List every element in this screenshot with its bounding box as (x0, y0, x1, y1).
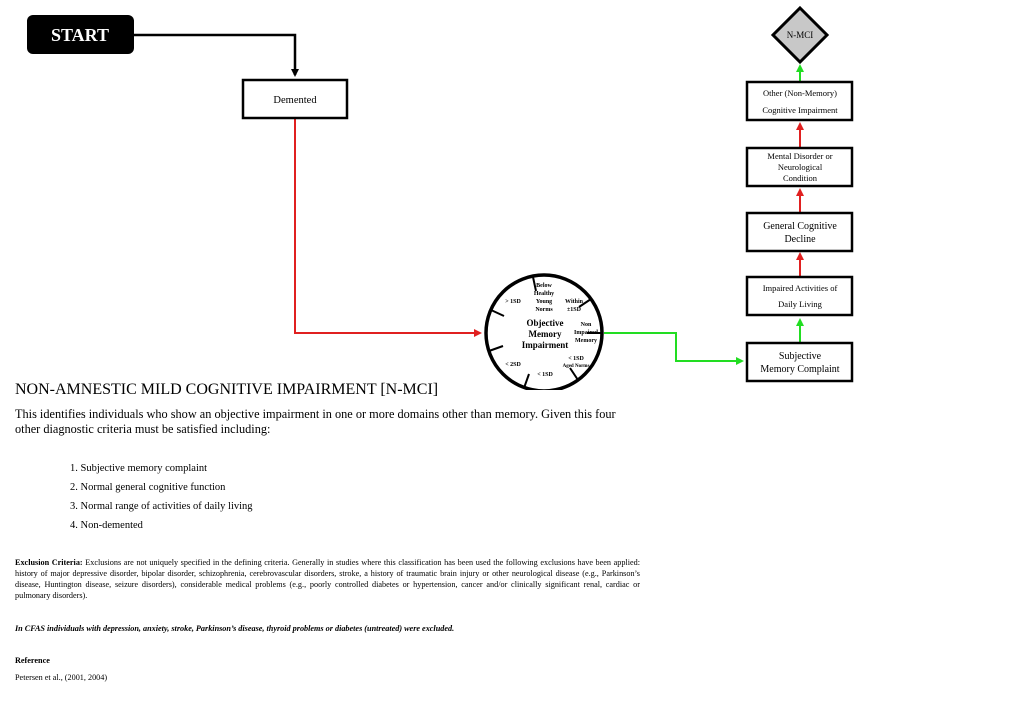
impaired-activities-line-2: Daily Living (778, 299, 822, 309)
wheel-lt1sd-aged-1: < 1SD (568, 356, 584, 362)
exclusion-paragraph (15, 557, 640, 601)
mental-disorder-line-1: Mental Disorder or (767, 151, 833, 161)
wheel-lt1sd-aged-2: Aged Norms (562, 364, 590, 369)
n-mci-label: N-MCI (786, 30, 814, 40)
wheel-below-healthy-1: Below (536, 283, 552, 289)
criteria-item: 1. Subjective memory complaint (70, 463, 208, 474)
wheel-lt1sd: < 1SD (537, 372, 553, 378)
page-heading: NON-AMNESTIC MILD COGNITIVE IMPAIRMENT [N-MCI] (15, 381, 439, 398)
wheel-lt2sd: < 2SD (505, 362, 521, 368)
wheel-non-impaired-3: Memory (575, 338, 597, 344)
wheel-non-impaired-2: Impaired (574, 330, 598, 336)
subjective-complaint-box (747, 343, 852, 381)
wheel-gt1sd: > 1SD (505, 299, 521, 305)
wheel-below-healthy-2: Healthy (533, 291, 555, 297)
general-decline-line-1: General Cognitive (763, 221, 837, 232)
mental-disorder-line-2: Neurological (777, 162, 823, 172)
general-decline-box (747, 213, 852, 251)
wheel-within-2: ±1SD (567, 307, 581, 313)
criteria-item: 2. Normal general cognitive function (70, 482, 226, 493)
start-label: START (50, 25, 110, 45)
general-decline-line-2: Decline (784, 234, 816, 245)
arrow-start-to-demented (134, 35, 295, 75)
demented-label: Demented (273, 95, 317, 106)
wheel-center-line-2: Memory (528, 329, 562, 339)
other-cognitive-line-1: Other (Non-Memory) (763, 88, 837, 98)
arrow-wheel-to-complaint (604, 333, 742, 361)
criteria-item: 3. Normal range of activities of daily living (70, 501, 253, 512)
criteria-item: 4. Non-demented (70, 520, 143, 531)
wheel-below-healthy-3: Young (535, 299, 553, 305)
cfas-note: In CFAS individuals with depression, anxiety, stroke, Parkinson’s disease, thyroid problems or diabetes (untreated) were excluded. (15, 624, 455, 633)
wheel-center-line-3: Impairment (521, 340, 569, 350)
wheel-non-impaired-1: Non (580, 322, 592, 328)
exclusion-text: Exclusions are not uniquely specified in the defining criteria. Generally in studies where this classification has been used the following exclusions have been applied: history of major depressive disorder, bipolar disorder, schizophrenia, cerebrovascular disorders, stroke, a history of traumatic brain injury or other neurological disease (e.g., Parkinson’s disease, Huntington disease, seizure disorders), considerable medical problems (e.g., poorly controlled diabetes or hypertension, cancer and/or clinically significant renal, cardiac or pulmonary disorders). (15, 558, 640, 600)
exclusion-label: Exclusion Criteria: (15, 558, 83, 567)
arrow-demented-to-wheel (295, 119, 480, 333)
wheel-center-line-1: Objective (526, 318, 564, 328)
impaired-activities-line-1: Impaired Activities of (762, 283, 838, 293)
subjective-complaint-line-2: Memory Complaint (760, 364, 840, 375)
objective-memory-wheel (486, 275, 602, 390)
mental-disorder-line-3: Condition (782, 173, 818, 183)
other-cognitive-line-2: Cognitive Impairment (762, 105, 838, 115)
subjective-complaint-line-1: Subjective (778, 351, 822, 362)
criteria-list (70, 462, 253, 538)
wheel-within-1: Within (565, 299, 583, 305)
reference-text: Petersen et al., (2001, 2004) (15, 673, 108, 682)
intro-paragraph: This identifies individuals who show an objective impairment in one or more domains other than memory. Given this four other diagnostic criteria must be satisfied including: (15, 407, 616, 436)
reference-label: Reference (15, 656, 50, 665)
wheel-below-healthy-4: Norms (535, 307, 553, 313)
